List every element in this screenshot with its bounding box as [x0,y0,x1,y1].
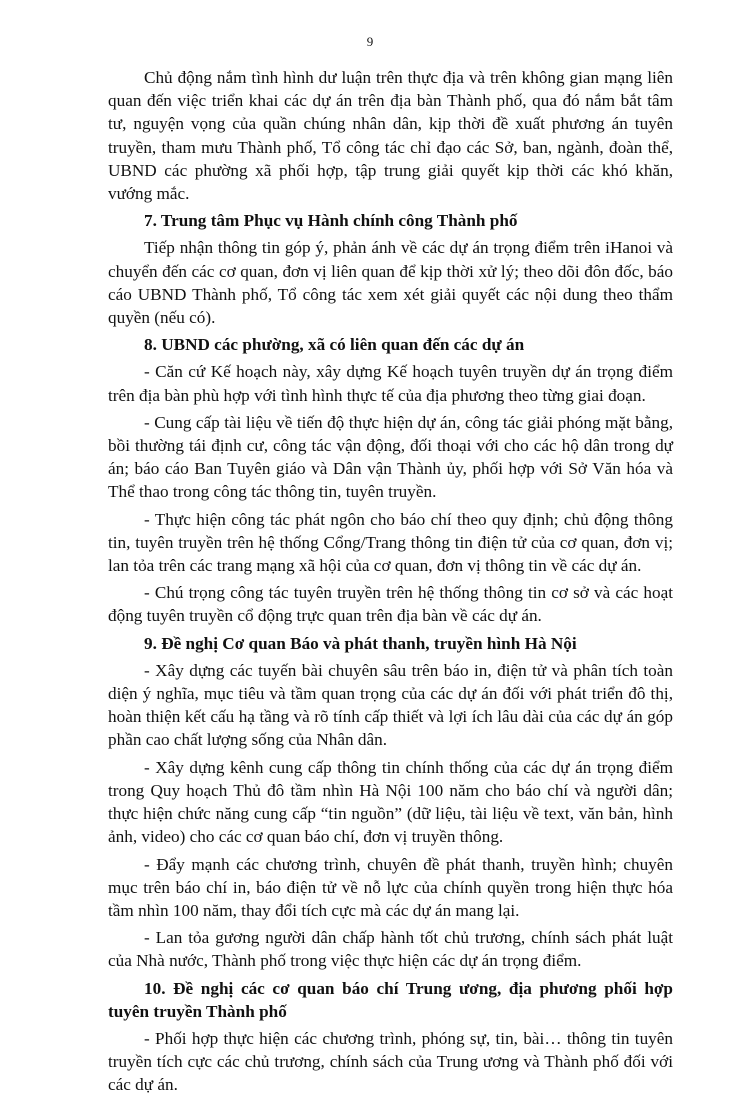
paragraph: Chủ động nắm tình hình dư luận trên thực địa và trên không gian mạng liên quan đến việc triển khai các dự án trên địa bàn Thành phố, qua đó nắm bắt tâm tư, nguyện vọng của quần chúng nhân dân, kịp thời đề xuất phương án tuyên truyền, tham mưu Thành phố, Tổ công tác chỉ đạo các Sở, ban, ngành, đoàn thể, UBND các phường xã phối hợp, tập trung giải quyết kịp thời các khó khăn, vướng mắc. [108,68,673,204]
paragraph: - Lan tỏa gương người dân chấp hành tốt chủ trương, chính sách phát luật của Nhà nước, Thành phố trong việc thực hiện các dự án trọng điểm. [108,928,673,971]
paragraph: - Căn cứ Kế hoạch này, xây dựng Kế hoạch tuyên truyền dự án trọng điểm trên địa bàn phù hợp với tình hình thực tế của địa phương theo từng giai đoạn. [108,362,673,405]
paragraph: - Chú trọng công tác tuyên truyền trên hệ thống thông tin cơ sở và các hoạt động tuyên truyền cổ động trực quan trên địa bàn về các dự án. [108,583,673,626]
section-heading: 9. Đề nghị Cơ quan Báo và phát thanh, truyền hình Hà Nội [144,633,577,653]
paragraph: - Phối hợp thực hiện các chương trình, phóng sự, tin, bài… thông tin tuyên truyền tích cực các chủ trương, chính sách của Trung ương và Thành phố đối với các dự án. [108,1028,673,1095]
section-heading: 7. Trung tâm Phục vụ Hành chính công Thành phố [144,211,518,231]
paragraph: - Xây dựng các tuyến bài chuyên sâu trên báo in, điện tử và phân tích toàn diện ý nghĩa, mục tiêu và tầm quan trọng của các dự án đối với phát triển đô thị, hoàn thiện kết cấu hạ tầng và rõ tính cấp thiết và lợi ích lâu dài của các dự án góp phần cao chất lượng sống của Nhân dân. [108,660,673,750]
paragraph: - Đẩy mạnh các chương trình, chuyên đề phát thanh, truyền hình; chuyên mục trên báo chí in, báo điện tử về nỗ lực của chính quyền trong hiện thực hóa tầm nhìn 100 năm, thay đổi tích cực mà các dự án mang lại. [108,854,673,920]
page-number: 9 [366,34,374,49]
paragraph: Tiếp nhận thông tin góp ý, phản ánh về các dự án trọng điểm trên iHanoi và chuyển đến các cơ quan, đơn vị liên quan để kịp thời xử lý; theo dõi đôn đốc, báo cáo UBND Thành phố, Tổ công tác xem xét giải quyết các nội dung theo thẩm quyền (nếu có). [108,238,673,328]
section-heading: 8. UBND các phường, xã có liên quan đến các dự án [144,335,525,355]
section-heading: 10. Đề nghị các cơ quan báo chí Trung ương, địa phương phối hợp tuyên truyền Thành phố [108,978,673,1021]
paragraph: - Cung cấp tài liệu về tiến độ thực hiện dự án, công tác giải phóng mặt bằng, bồi thường tái định cư, công tác vận động, đối thoại với cho các hộ dân trong dự án; báo cáo Ban Tuyên giáo và Dân vận Thành ủy, phối hợp với Sở Văn hóa và Thể thao trong công tác thông tin, tuyên truyền. [108,412,673,502]
document-body [108,66,673,1101]
paragraph: - Thực hiện công tác phát ngôn cho báo chí theo quy định; chủ động thông tin, tuyên truyền trên hệ thống Cổng/Trang thông tin điện tử của cơ quan, đơn vị; lan tỏa trên các trang mạng xã hội của cơ quan, đơn vị thông tin về các dự án. [108,509,673,576]
paragraph: - Xây dựng kênh cung cấp thông tin chính thống của các dự án trọng điểm trong Quy hoạch Thủ đô tầm nhìn Hà Nội 100 năm cho báo chí và người dân; thực hiện chức năng cung cấp “tin nguồn” (dữ liệu, tài liệu về text, văn bản, hình ảnh, video) cho các cơ quan báo chí, đơn vị truyền thông. [108,757,673,847]
